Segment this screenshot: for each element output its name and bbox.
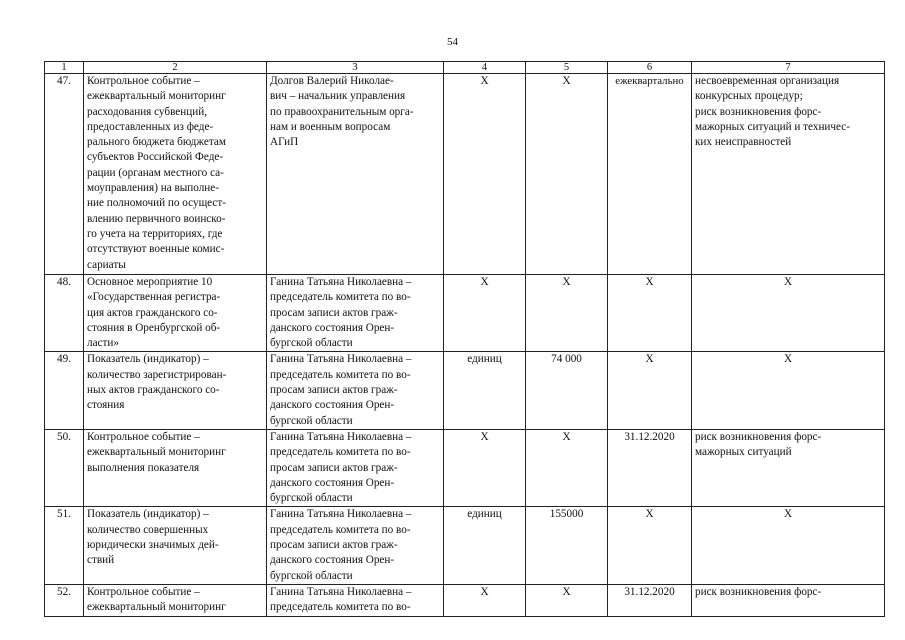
header-col-2: 2	[84, 62, 267, 74]
value-cell: 74 000	[526, 352, 608, 429]
header-col-3: 3	[267, 62, 444, 74]
risk-cell: несвоевременная организация конкурсных процедур; риск возникновения форс- мажорных ситуаций и техничес- ких неисправностей	[692, 74, 885, 275]
date-cell: ежеквартально	[608, 74, 692, 275]
table-row	[45, 429, 885, 506]
responsible-person: Ганина Татьяна Николаевна – председатель комитета по во- просам записи актов граж- данского состояния Орен- бургской области	[267, 352, 444, 429]
responsible-person: Ганина Татьяна Николаевна – председатель комитета по во- просам записи актов граж- данского состояния Орен- бургской области	[267, 507, 444, 584]
table-row	[45, 352, 885, 429]
header-col-5: 5	[526, 62, 608, 74]
program-table	[44, 61, 885, 617]
value-cell: X	[526, 74, 608, 275]
table-row	[45, 74, 885, 275]
event-name: Контрольное событие – ежеквартальный мониторинг	[84, 584, 267, 616]
event-name: Основное мероприятие 10 «Государственная регистра- ция актов гражданского со- стояния в Оренбургской об- ласти»	[84, 275, 267, 352]
header-col-7: 7	[692, 62, 885, 74]
event-name: Контрольное событие – ежеквартальный мониторинг выполнения показателя	[84, 429, 267, 506]
unit-cell: X	[444, 584, 526, 616]
event-name: Показатель (индикатор) – количество зарегистрирован- ных актов гражданского со- стояния	[84, 352, 267, 429]
header-col-1: 1	[45, 62, 84, 74]
responsible-person: Долгов Валерий Николае- вич – начальник управления по правоохранительным орга- нам и военным вопросам АГиП	[267, 74, 444, 275]
row-number: 48.	[45, 275, 84, 352]
value-cell: X	[526, 275, 608, 352]
unit-cell: X	[444, 275, 526, 352]
table-row	[45, 275, 885, 352]
date-cell: X	[608, 275, 692, 352]
row-number: 52.	[45, 584, 84, 616]
row-number: 49.	[45, 352, 84, 429]
responsible-person: Ганина Татьяна Николаевна – председатель комитета по во- просам записи актов граж- данского состояния Орен- бургской области	[267, 275, 444, 352]
risk-cell: риск возникновения форс- мажорных ситуаций	[692, 429, 885, 506]
responsible-person: Ганина Татьяна Николаевна – председатель комитета по во-	[267, 584, 444, 616]
table-row	[45, 584, 885, 616]
risk-cell: риск возникновения форс-	[692, 584, 885, 616]
event-name: Контрольное событие – ежеквартальный мониторинг расходования субвенций, предоставленных из феде- рального бюджета бюджетам субъектов Российской Феде- рации (органам местного са- моуправления) на выполне- ние полномочий по осущест- влению первичного воинско- го учета на территориях, где отсутствуют военные комис- сариаты	[84, 74, 267, 275]
risk-cell: X	[692, 352, 885, 429]
page-number: 54	[447, 36, 458, 48]
header-row	[45, 62, 885, 74]
row-number: 50.	[45, 429, 84, 506]
risk-cell: X	[692, 507, 885, 584]
header-col-6: 6	[608, 62, 692, 74]
date-cell: X	[608, 507, 692, 584]
unit-cell: единиц	[444, 352, 526, 429]
value-cell: X	[526, 429, 608, 506]
unit-cell: единиц	[444, 507, 526, 584]
date-cell: X	[608, 352, 692, 429]
risk-cell: X	[692, 275, 885, 352]
responsible-person: Ганина Татьяна Николаевна – председатель комитета по во- просам записи актов граж- данского состояния Орен- бургской области	[267, 429, 444, 506]
value-cell: X	[526, 584, 608, 616]
date-cell: 31.12.2020	[608, 584, 692, 616]
row-number: 47.	[45, 74, 84, 275]
date-cell: 31.12.2020	[608, 429, 692, 506]
value-cell: 155000	[526, 507, 608, 584]
unit-cell: X	[444, 429, 526, 506]
row-number: 51.	[45, 507, 84, 584]
unit-cell: X	[444, 74, 526, 275]
event-name: Показатель (индикатор) – количество совершенных юридически значимых дей- ствий	[84, 507, 267, 584]
table-row	[45, 507, 885, 584]
header-col-4: 4	[444, 62, 526, 74]
